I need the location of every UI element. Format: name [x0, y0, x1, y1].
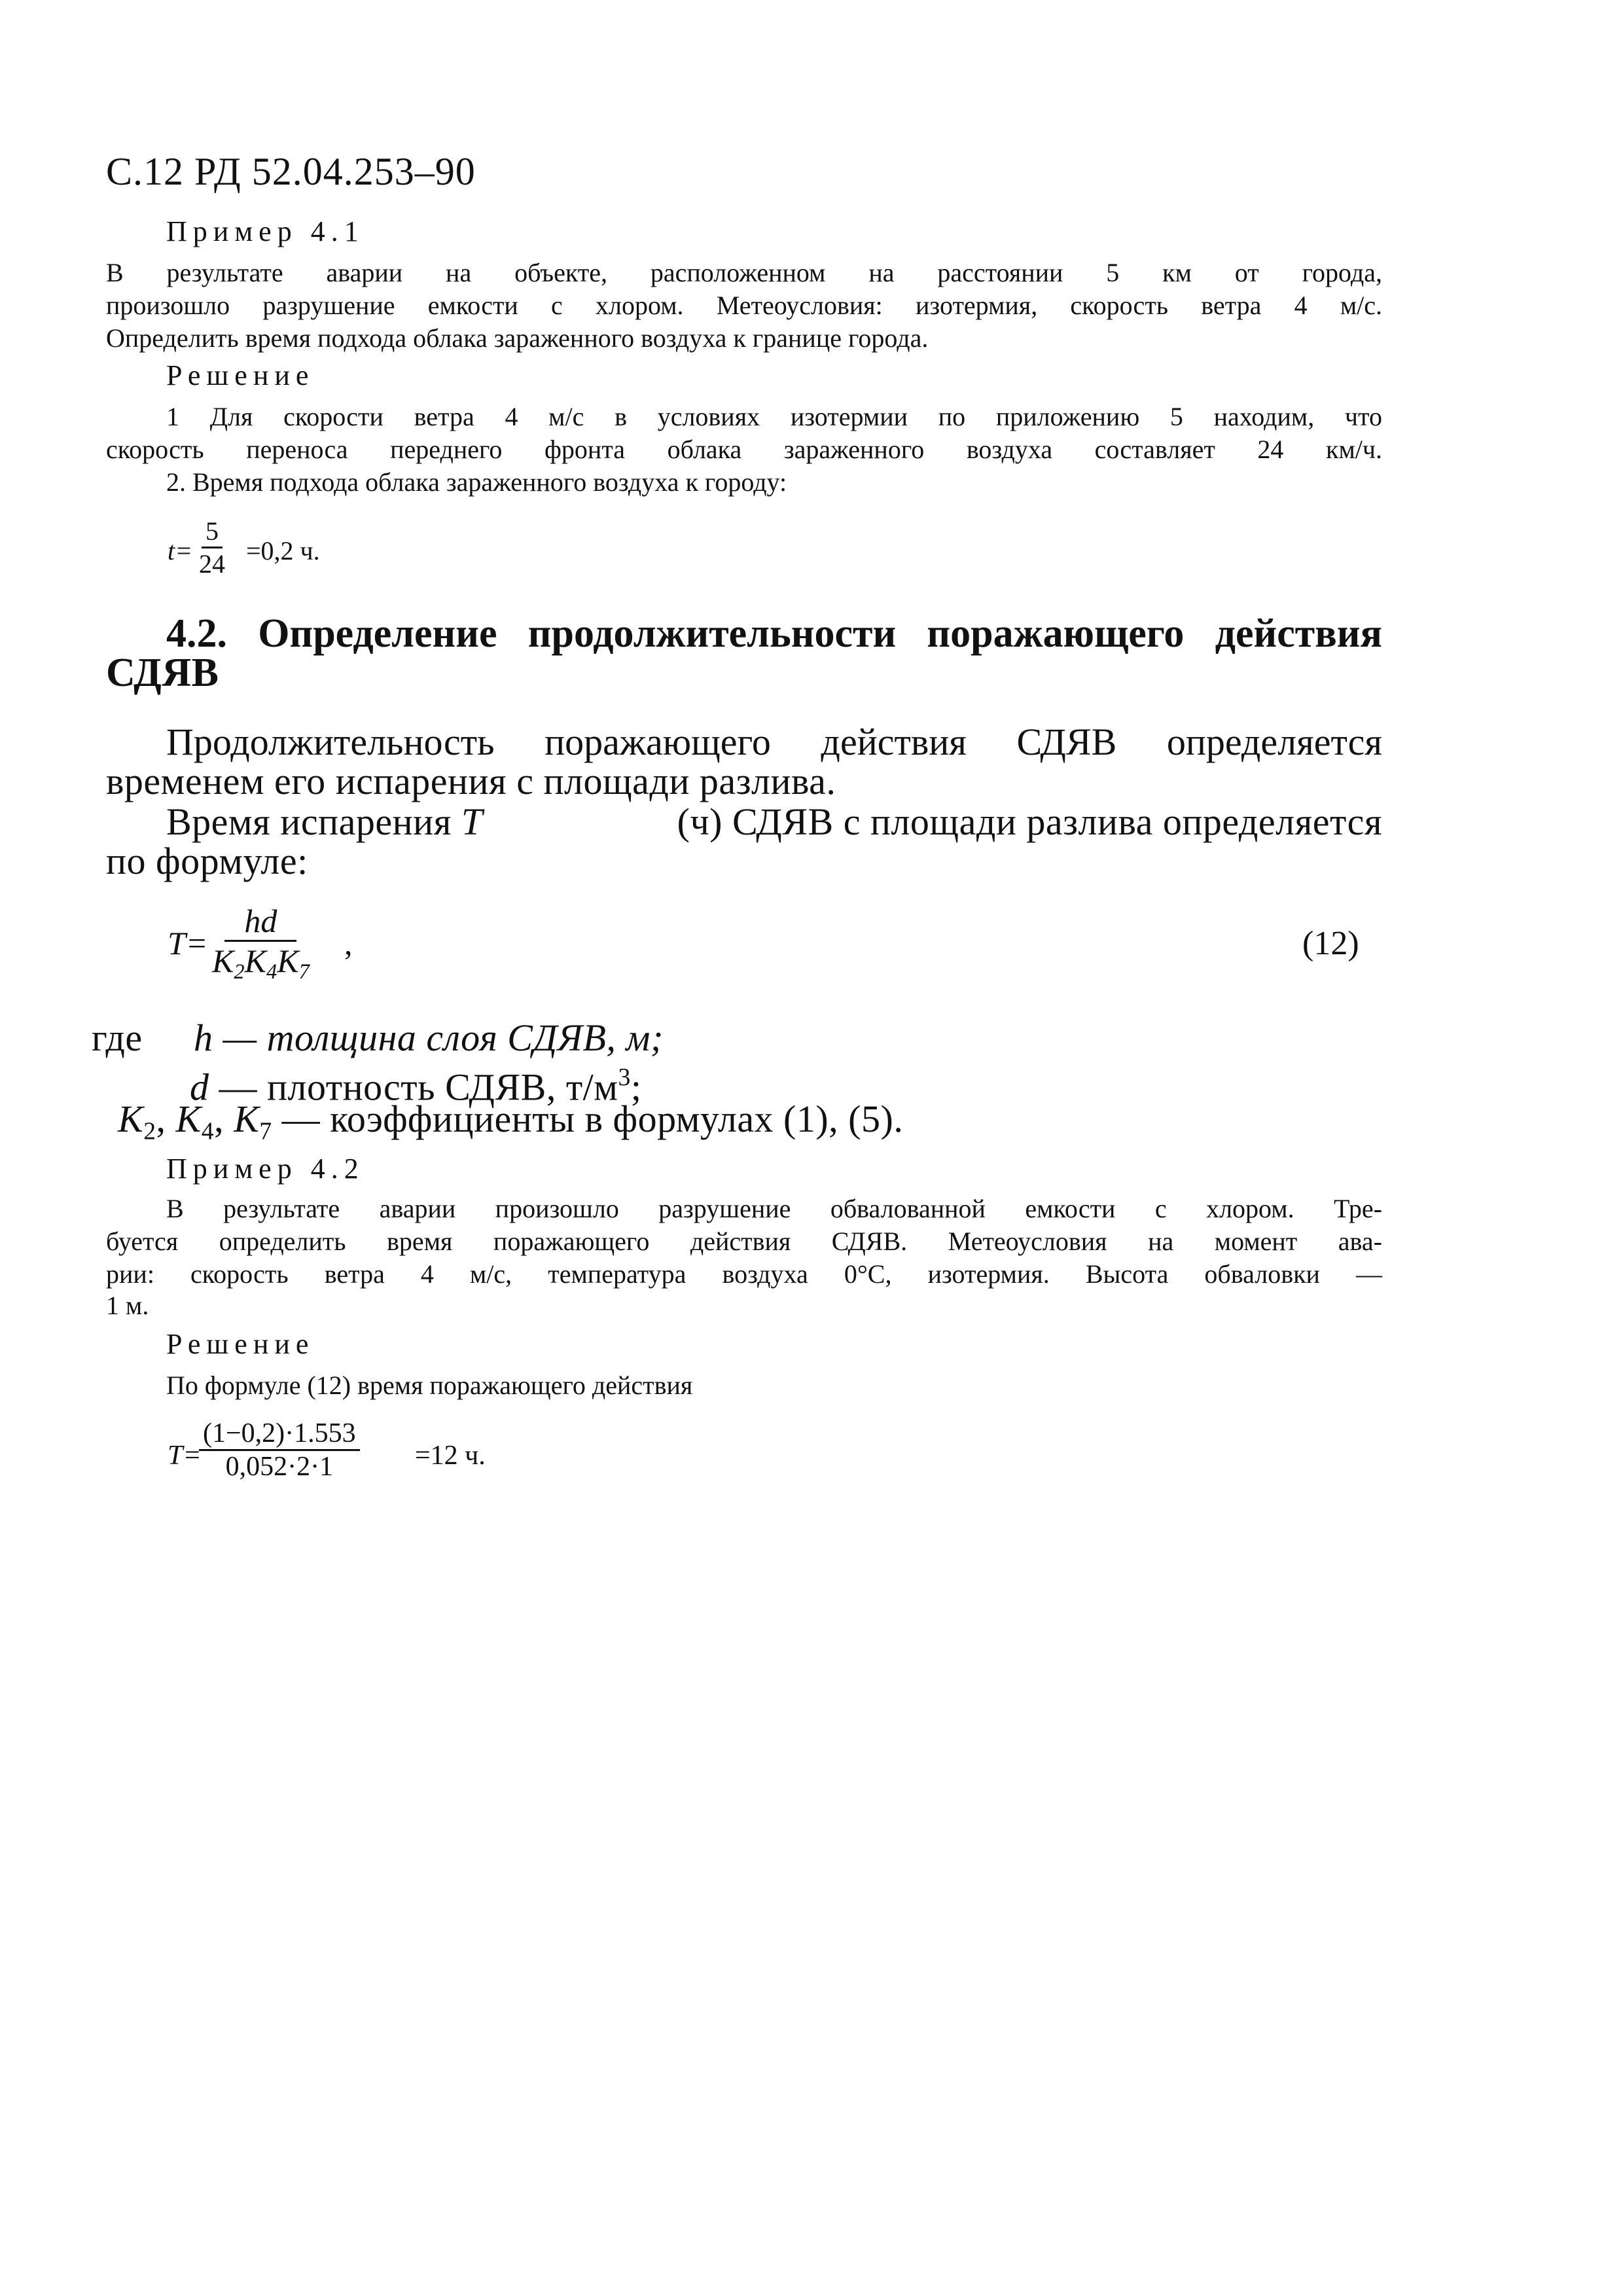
para-1-line-2: временем его испарения с площади разлива. [106, 760, 836, 802]
example-4-2-line-1: В результате аварии произошло разрушение обвалованной емкости с хлором. Тре- [166, 1194, 1382, 1223]
where-k: $K_2$, $K_4$, $K_7$ — коэффициенты в формулах (1), (5). [118, 1098, 904, 1145]
solution-2-label: Решение [166, 1328, 315, 1360]
solution-2-text: По формуле (12) время поражающего действия [166, 1371, 693, 1400]
formula-12-number: (12) [1302, 925, 1359, 962]
formula-t-numerator: 5 [202, 516, 223, 548]
formula-T-rhs: =12 ч. [415, 1441, 486, 1471]
solution-1-step-1b: скорость переноса переднего фронта облака зараженного воздуха составляет 24 км/ч. [106, 435, 1382, 464]
formula-T-denominator: 0,052·2·1 [225, 1452, 334, 1482]
example-4-2-line-2: буется определить время поражающего действия СДЯВ. Метеоусловия на момент ава- [106, 1227, 1382, 1256]
formula-12-numerator: hd [224, 902, 296, 942]
formula-12-denominator: $K_2K_4K_7$ [212, 942, 310, 984]
section-heading-line-1: 4.2. Определение продолжительности поражающего действия [166, 611, 1382, 656]
page-header: С.12 РД 52.04.253–90 [106, 150, 476, 193]
where-d: d — плотность СДЯВ, $т/м^3$; [190, 1064, 642, 1109]
example-4-1-line-2: произошло разрушение емкости с хлором. Метеоусловия: изотермия, скорость ветра 4 м/с. [106, 291, 1382, 320]
para-2-part-b: (ч) СДЯВ с площади разлива определяется [677, 800, 1382, 843]
formula-T-numerator: (1−0,2)·1.553 [199, 1418, 360, 1451]
formula-T-fraction [199, 1418, 360, 1482]
formula-t-lhs: t= [168, 536, 193, 565]
formula-T-lhs: T= [168, 1441, 202, 1471]
formula-12-fraction [208, 902, 313, 984]
solution-1-label: Решение [166, 359, 315, 391]
where-word: где [92, 1016, 143, 1059]
formula-12-lhs: T= [168, 925, 208, 961]
example-4-1-line-3: Определить время подхода облака зараженного воздуха к границе города. [106, 323, 929, 353]
where-h: h — толщина слоя СДЯВ, м; [194, 1016, 664, 1059]
section-heading-line-2: СДЯВ [106, 651, 219, 695]
formula-t-denominator: 24 [199, 549, 225, 579]
formula-12-comma: , [344, 925, 353, 961]
para-2-part-a: Время испарения T [166, 800, 483, 843]
T-symbol: T [461, 800, 483, 843]
para-2-line-2: по формуле: [106, 840, 308, 882]
para-2-line-1 [166, 800, 1382, 844]
solution-1-step-2: 2. Время подхода облака зараженного воздуха к городу: [166, 467, 787, 497]
formula-t-rhs: =0,2 ч. [246, 536, 320, 565]
example-4-2-line-3: рии: скорость ветра 4 м/с, температура воздуха 0°С, изотермия. Высота обваловки — [106, 1259, 1382, 1289]
example-4-1-line-1: В результате аварии на объекте, расположенном на расстоянии 5 км от города, [106, 258, 1382, 287]
example-4-2-label: Пример 4.2 [166, 1153, 365, 1185]
para-1-line-1: Продолжительность поражающего действия СДЯВ определяется [166, 721, 1382, 763]
example-4-2-line-4: 1 м. [106, 1291, 149, 1320]
example-4-1-label: Пример 4.1 [166, 215, 365, 247]
formula-t-fraction [195, 516, 229, 579]
solution-1-step-1a: 1 Для скорости ветра 4 м/с в условиях изотермии по приложению 5 находим, что [166, 402, 1382, 431]
